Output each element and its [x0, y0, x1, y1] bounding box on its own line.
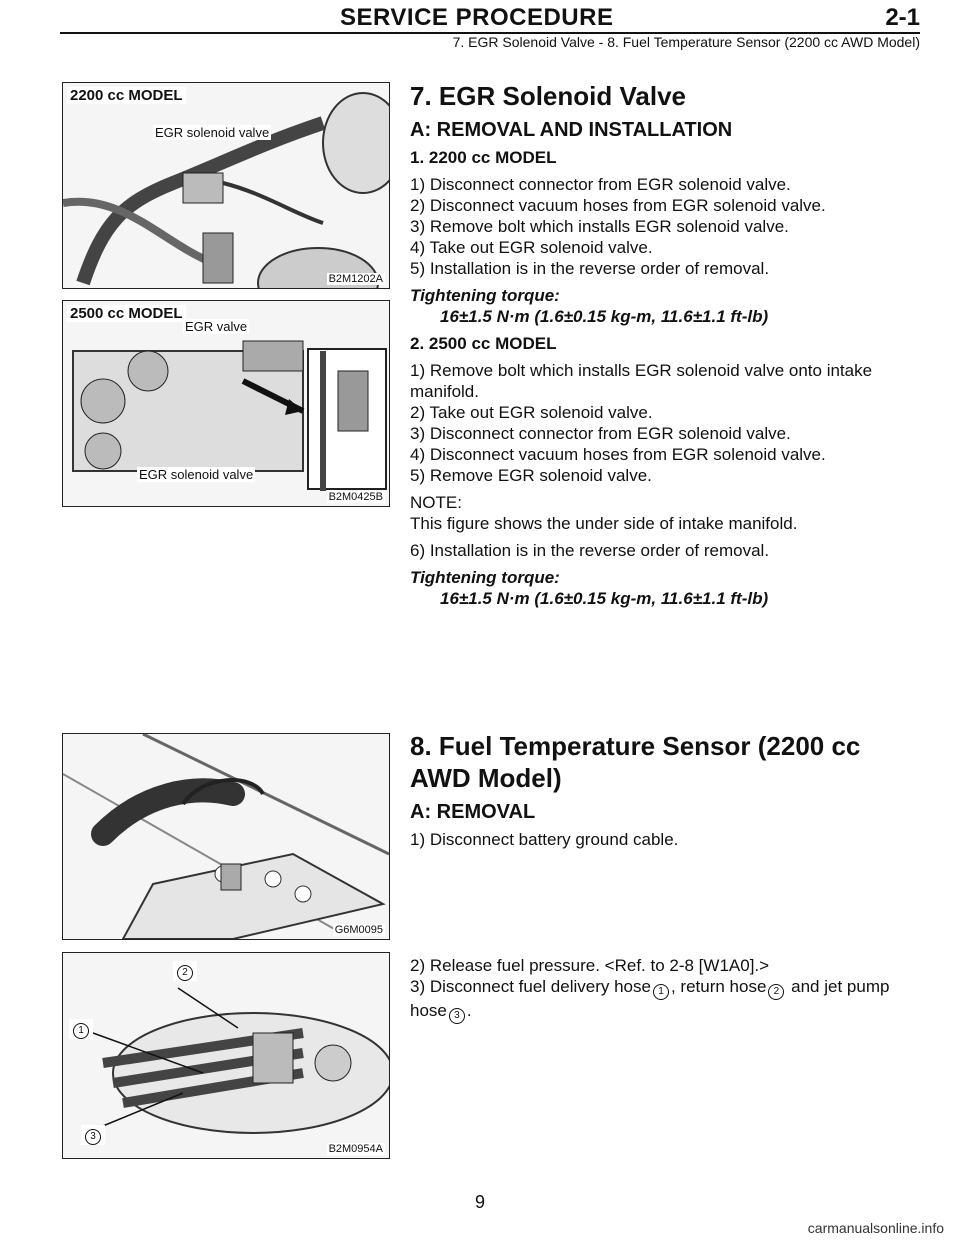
figure-callout-egr-solenoid: EGR solenoid valve [139, 467, 254, 482]
callout-3: 3 [81, 1125, 105, 1145]
circled-2: 2 [768, 984, 784, 1000]
section-7-subtitle: A: REMOVAL AND INSTALLATION [410, 119, 733, 141]
step: 4) Take out EGR solenoid valve. [410, 238, 653, 257]
figure-code: B2M0425B [328, 491, 383, 503]
torque-label: Tightening torque: [410, 568, 560, 587]
step: 1) Disconnect connector from EGR solenoid valve. [410, 175, 791, 194]
figure-code: B2M0954A [328, 1143, 383, 1155]
engine-illustration [63, 83, 389, 288]
step: 3) Disconnect connector from EGR solenoid valve. [410, 424, 791, 443]
step: 3) Disconnect fuel delivery hose 1 , return hose 2 and jet pump hose 3 . [410, 976, 920, 1024]
section-7 [410, 80, 920, 615]
section-number: 2-1 [885, 4, 920, 31]
circled-3: 3 [449, 1008, 465, 1024]
step: 4) Disconnect vacuum hoses from EGR solenoid valve. [410, 445, 826, 464]
step: 2) Release fuel pressure. <Ref. to 2-8 [W1A0].> [410, 956, 770, 975]
step: 2) Take out EGR solenoid valve. [410, 403, 653, 422]
section-7-title: 7. EGR Solenoid Valve [410, 81, 686, 111]
callout-1: 1 [69, 1019, 93, 1039]
figure-model-label: 2200 cc MODEL [67, 87, 186, 104]
torque-value: 16±1.5 N·m (1.6±0.15 kg-m, 11.6±1.1 ft-lb) [440, 589, 769, 608]
step: 1) Remove bolt which installs EGR solenoid valve onto intake manifold. [410, 361, 873, 401]
header-title: SERVICE PROCEDURE [340, 4, 614, 31]
note-label: NOTE: [410, 493, 462, 512]
step: 1) Disconnect battery ground cable. [410, 830, 679, 849]
callout-2: 2 [173, 961, 197, 981]
step: 5) Installation is in the reverse order of removal. [410, 259, 770, 278]
fuel-pump-illustration [63, 953, 389, 1158]
battery-illustration [63, 734, 389, 939]
torque-label: Tightening torque: [410, 286, 560, 305]
section-8-subtitle: A: REMOVAL [410, 801, 536, 823]
figure-egr-2500 [62, 300, 390, 507]
figure-battery [62, 733, 390, 940]
header-subtitle: 7. EGR Solenoid Valve - 8. Fuel Temperature Sensor (2200 cc AWD Model) [452, 34, 920, 50]
step: 5) Remove EGR solenoid valve. [410, 466, 652, 485]
page-number: 9 [474, 1192, 485, 1212]
watermark-footer: carmanualsonline.info [807, 1220, 944, 1236]
step: 3) Remove bolt which installs EGR solenoid valve. [410, 217, 789, 236]
figure-fuel-hoses [62, 952, 390, 1159]
figure-egr-2200 [62, 82, 390, 289]
figure-callout-egr-valve: EGR valve [185, 319, 248, 334]
figure-callout: EGR solenoid valve [155, 125, 270, 140]
model-2500-heading: 2. 2500 cc MODEL [410, 334, 557, 353]
note-text: This figure shows the under side of intake manifold. [410, 514, 798, 533]
step: 6) Installation is in the reverse order of removal. [410, 541, 770, 560]
figure-code: B2M1202A [328, 273, 383, 285]
torque-value: 16±1.5 N·m (1.6±0.15 kg-m, 11.6±1.1 ft-lb) [440, 307, 769, 326]
figure-code: G6M0095 [334, 924, 383, 936]
circled-1: 1 [653, 984, 669, 1000]
section-8 [410, 730, 920, 850]
model-2200-heading: 1. 2200 cc MODEL [410, 148, 557, 167]
section-8-title: 8. Fuel Temperature Sensor (2200 cc AWD Model) [410, 731, 861, 793]
figure-model-label: 2500 cc MODEL [67, 305, 186, 322]
section-8-steps [410, 955, 920, 1024]
step: 2) Disconnect vacuum hoses from EGR solenoid valve. [410, 196, 826, 215]
